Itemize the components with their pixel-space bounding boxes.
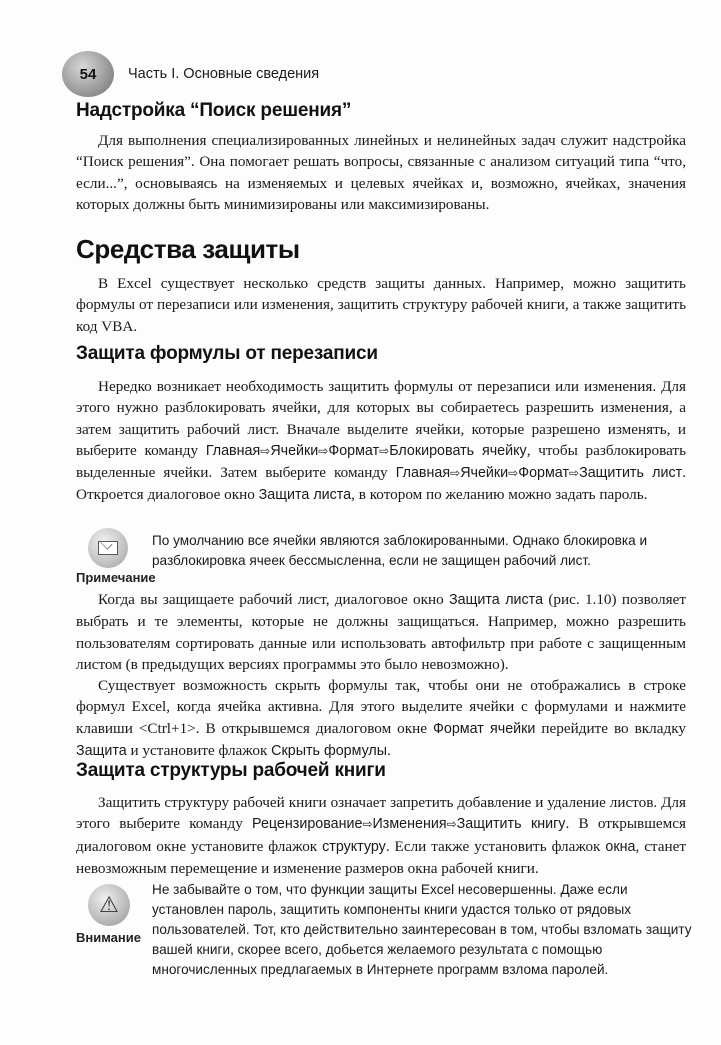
cmd-step: Формат — [518, 465, 569, 482]
command-path-protect — [396, 465, 682, 481]
structure-text-d: , станет невозможным перемещение и изменение размеров окна рабочей книги. — [76, 837, 687, 877]
paragraph-formula-2 — [76, 589, 686, 675]
heading-solver: Надстройка “Поиск решения” — [76, 100, 352, 121]
paragraph-formula-1 — [76, 376, 686, 507]
checkbox-name: Скрыть формулы — [271, 742, 388, 759]
dialog-name: Формат ячейки — [433, 720, 536, 737]
formula-p1-text-d: , в котором по желанию можно задать пароль. — [351, 486, 648, 504]
paragraph-solver — [76, 130, 686, 215]
note-envelope-icon — [88, 528, 128, 568]
running-head: Часть I. Основные сведения — [128, 66, 320, 82]
formula-p1-text-b: , чтобы разблокировать выделенные ячейки. Затем выберите команду — [76, 441, 686, 482]
arrow-icon: ⇨ — [318, 443, 329, 458]
protection-text: В Excel существует несколько средств защиты данных. Например, можно защитить формулы от перезаписи или изменения, защитить структуру рабочей книги, а также защитить код VBA. — [76, 275, 686, 335]
tab-name: Защита — [76, 742, 127, 759]
formula-p3-text-d: . — [387, 741, 391, 759]
paragraph-structure — [76, 792, 686, 879]
page-number-badge — [62, 51, 114, 97]
cmd-step: Блокировать ячейку — [389, 442, 527, 459]
arrow-icon: ⇨ — [508, 466, 519, 481]
cmd-step: Главная — [205, 442, 261, 459]
cmd-step: Рецензирование — [252, 816, 363, 833]
heading-formula-protection: Защита формулы от перезаписи — [76, 343, 378, 364]
heading-structure-protection: Защита структуры рабочей книги — [76, 760, 386, 781]
envelope-icon — [98, 541, 118, 555]
formula-p2-text-a: Когда вы защищаете рабочий лист, диалоговое окно — [98, 591, 450, 608]
cmd-step: Ячейки — [270, 442, 319, 459]
arrow-icon: ⇨ — [446, 817, 457, 832]
cmd-step: Защитить книгу — [456, 816, 566, 833]
formula-p3-text-b: перейдите во вкладку — [535, 719, 686, 737]
checkbox-name: структуру — [322, 838, 386, 855]
cmd-step: Изменения — [372, 816, 447, 833]
cmd-step: Главная — [395, 465, 451, 482]
cmd-step: Защитить лист — [579, 465, 683, 482]
heading-protection: Средства защиты — [76, 234, 300, 264]
paragraph-protection — [76, 273, 686, 337]
formula-p3-text-c: и установите флажок — [126, 741, 272, 759]
cmd-step: Ячейки — [460, 465, 509, 482]
page-header — [62, 52, 319, 96]
command-path-protect-book — [252, 816, 565, 832]
arrow-icon: ⇨ — [362, 817, 373, 832]
warning-label: Внимание — [76, 930, 141, 945]
formula-p1-text-a: Нередко возникает необходимость защитить формулы от перезаписи или изменения. Для этого нужно разблокировать ячейки, для которых вы собираетесь разрешить изменения, а затем защитить рабочий лист. Вначале выделите ячейки, которые разрешено изменять, и выберите команду — [76, 378, 686, 459]
formula-p1-text-c: . Откроется диалоговое окно — [76, 464, 686, 504]
dialog-name: Защита листа — [258, 487, 352, 504]
page-number: 54 — [79, 65, 97, 83]
cmd-step: Формат — [328, 442, 380, 459]
checkbox-name: окна — [605, 838, 636, 855]
warning-text: Не забывайте о том, что функции защиты Excel несовершенны. Даже если установлен пароль, защитить компоненты книги удастся только от рядовых пользователей. Тот, кто действительно заинтересован в том, чтобы взломать защиту вашей книги, скорее всего, добьется желаемого результата с помощью многочисленных предлагаемых в Интернете программ взлома паролей. — [152, 882, 692, 977]
warning-icon: ⚠ — [88, 884, 130, 926]
arrow-icon: ⇨ — [379, 443, 390, 458]
structure-text-c: . Если также установить флажок — [385, 837, 606, 855]
arrow-icon: ⇨ — [260, 443, 271, 458]
formula-p2-text-b: (рис. 1.10) позволяет выбрать и те элементы, которые не должны защищаться. Например, можно разрешить пользователям сортировать данные или использовать автофильтр при работе с защищенным листом (в предыдущих версиях программы это было невозможно). — [76, 591, 686, 673]
formula-p3-text-a: Существует возможность скрыть формулы так, чтобы они не отображались в строке формул Excel, когда ячейка активна. Для этого выделите ячейки с формулами и нажмите клавиши <Ctrl+1>. В открывшемся диалоговом окне — [76, 677, 686, 737]
note-text: По умолчанию все ячейки являются заблокированными. Однако блокировка и разблокировка ячеек бессмысленна, если не защищен рабочий лист. — [152, 533, 648, 568]
note-label: Примечание — [76, 570, 156, 585]
dialog-name: Защита листа — [449, 592, 544, 608]
arrow-icon: ⇨ — [450, 466, 461, 481]
structure-text-a: Защитить структуру рабочей книги означает запретить добавление и удаление листов. Для этого выберите команду — [76, 794, 686, 833]
solver-text: Для выполнения специализированных линейных и нелинейных задач служит надстройка “Поиск решения”. Она помогает решать вопросы, связанные с анализом ситуаций типа “что, если...”, основываясь на изменяемых и целевых ячейках и, возможно, ячейках, значения которых должны быть минимизированы или максимизированы. — [76, 132, 686, 213]
paragraph-formula-3 — [76, 675, 686, 762]
arrow-icon: ⇨ — [569, 466, 580, 481]
command-path-unlock — [206, 443, 527, 459]
structure-text-b: . В открывшемся диалоговом окне установите флажок — [76, 815, 686, 855]
